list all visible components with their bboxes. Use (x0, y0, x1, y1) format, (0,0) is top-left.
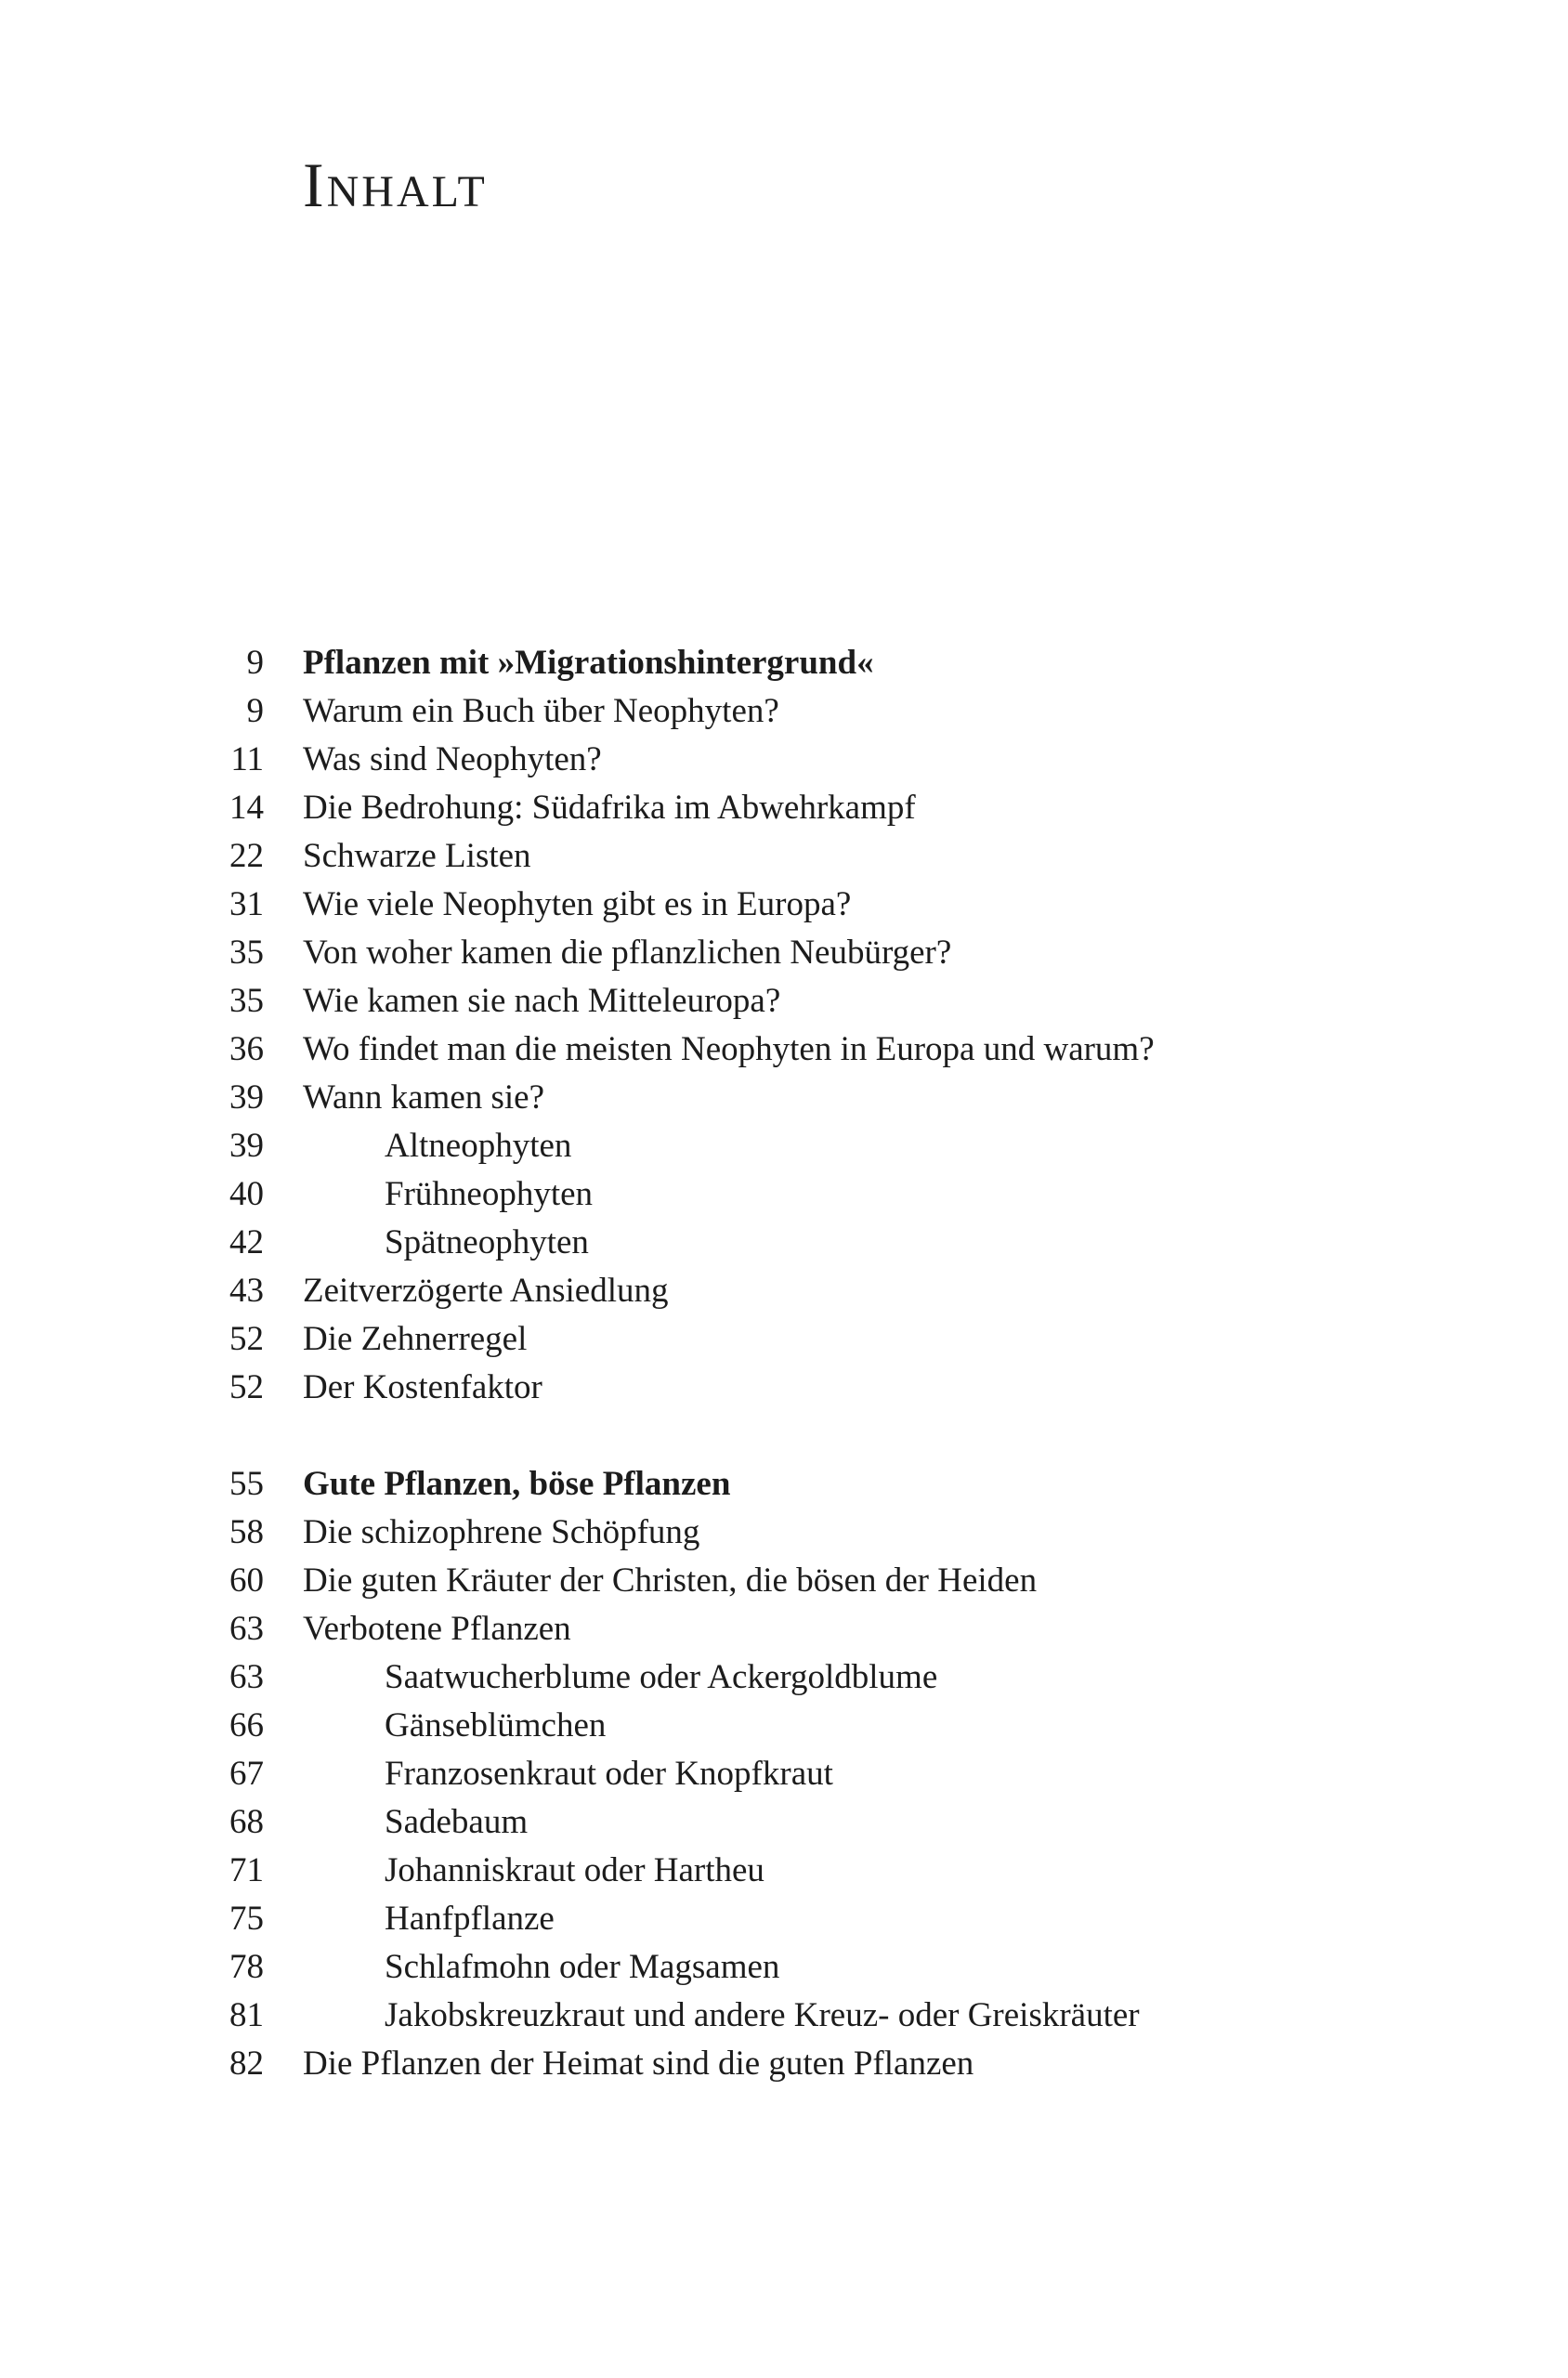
toc-entry (0, 1509, 1568, 1557)
toc-entry-title: Hanfpflanze (385, 1900, 555, 1938)
toc-entry-title: Verbotene Pflanzen (303, 1610, 571, 1648)
toc-entry-title: Gute Pflanzen, böse Pflanzen (303, 1465, 731, 1503)
toc-chapter-heading (0, 639, 1568, 687)
toc-entry-title: Frühneophyten (385, 1175, 594, 1213)
toc-entry-title: Wie viele Neophyten gibt es in Europa? (303, 885, 852, 923)
toc-entry-title: Jakobskreuzkraut und andere Kreuz- oder Greiskräuter (385, 1996, 1140, 2034)
toc-entry (0, 736, 1568, 784)
table-of-contents (0, 639, 1568, 2088)
toc-entry-title: Saatwucherblume oder Ackergoldblume (385, 1658, 938, 1696)
toc-page-number: 68 (229, 1803, 264, 1841)
toc-page-number: 9 (246, 644, 264, 682)
toc-page-number: 75 (229, 1900, 264, 1938)
toc-subentry (0, 1702, 1568, 1750)
toc-entry-title: Die Bedrohung: Südafrika im Abwehrkampf (303, 789, 916, 827)
toc-entry-title: Von woher kamen die pflanzlichen Neubürger? (303, 934, 952, 972)
toc-entry-title: Spätneophyten (385, 1223, 589, 1261)
toc-entry-title: Johanniskraut oder Hartheu (385, 1851, 764, 1889)
toc-page-number: 52 (229, 1368, 264, 1406)
toc-subentry (0, 1992, 1568, 2040)
toc-page-number: 52 (229, 1320, 264, 1358)
toc-entry-title: Schwarze Listen (303, 837, 531, 875)
toc-subentry (0, 1219, 1568, 1267)
toc-entry (0, 1605, 1568, 1653)
toc-entry (0, 1315, 1568, 1364)
toc-page-number: 43 (229, 1272, 264, 1310)
toc-entry (0, 977, 1568, 1026)
toc-entry-title: Gänseblümchen (385, 1706, 607, 1744)
toc-entry-title: Altneophyten (385, 1127, 572, 1165)
toc-entry-title: Schlafmohn oder Magsamen (385, 1948, 780, 1986)
toc-entry (0, 1364, 1568, 1412)
toc-entry (0, 1074, 1568, 1122)
toc-entry-title: Was sind Neophyten? (303, 740, 602, 778)
toc-entry-title: Die schizophrene Schöpfung (303, 1513, 700, 1551)
toc-entry (0, 1557, 1568, 1605)
toc-entry-title: Warum ein Buch über Neophyten? (303, 692, 779, 730)
toc-page-number: 82 (229, 2045, 264, 2083)
toc-page-number: 35 (229, 982, 264, 1020)
toc-entry (0, 832, 1568, 881)
toc-page-number: 14 (229, 789, 264, 827)
toc-entry-title: Wann kamen sie? (303, 1078, 545, 1117)
toc-entry (0, 1267, 1568, 1315)
toc-page-number: 40 (229, 1175, 264, 1213)
toc-page-number: 60 (229, 1561, 264, 1600)
toc-entry-title: Der Kostenfaktor (303, 1368, 542, 1406)
toc-page-number: 31 (229, 885, 264, 923)
toc-page-number: 11 (230, 740, 264, 778)
toc-entry-title: Die guten Kräuter der Christen, die bösen der Heiden (303, 1561, 1038, 1600)
toc-subentry (0, 1895, 1568, 1943)
toc-chapter-heading (0, 1460, 1568, 1509)
toc-page-number: 58 (229, 1513, 264, 1551)
toc-page-number: 39 (229, 1078, 264, 1117)
toc-subentry (0, 1750, 1568, 1798)
toc-subentry (0, 1798, 1568, 1847)
toc-subentry (0, 1653, 1568, 1702)
toc-entry-title: Franzosenkraut oder Knopfkraut (385, 1755, 833, 1793)
toc-page-number: 71 (229, 1851, 264, 1889)
toc-entry (0, 784, 1568, 832)
toc-entry (0, 929, 1568, 977)
toc-entry (0, 881, 1568, 929)
toc-page-number: 63 (229, 1610, 264, 1648)
toc-entry-title: Die Zehnerregel (303, 1320, 528, 1358)
toc-subentry (0, 1943, 1568, 1992)
toc-page-number: 81 (229, 1996, 264, 2034)
toc-entry-title: Zeitverzögerte Ansiedlung (303, 1272, 669, 1310)
toc-subentry (0, 1122, 1568, 1170)
toc-subentry (0, 1170, 1568, 1219)
toc-entry-title: Die Pflanzen der Heimat sind die guten Pflanzen (303, 2045, 974, 2083)
toc-page-number: 39 (229, 1127, 264, 1165)
toc-page-number: 55 (229, 1465, 264, 1503)
toc-page-number: 67 (229, 1755, 264, 1793)
toc-entry-title: Wo findet man die meisten Neophyten in Europa und warum? (303, 1030, 1155, 1068)
toc-subentry (0, 1847, 1568, 1895)
toc-page-number: 78 (229, 1948, 264, 1986)
toc-page-number: 9 (246, 692, 264, 730)
toc-page-number: 36 (229, 1030, 264, 1068)
page-title: Inhalt (303, 150, 488, 220)
toc-entry (0, 1026, 1568, 1074)
toc-page-number: 22 (229, 837, 264, 875)
toc-entry (0, 687, 1568, 736)
toc-entry-title: Sadebaum (385, 1803, 529, 1841)
toc-page-number: 35 (229, 934, 264, 972)
toc-entry-title: Wie kamen sie nach Mitteleuropa? (303, 982, 781, 1020)
toc-entry-title: Pflanzen mit »Migrationshintergrund« (303, 644, 874, 682)
toc-page-number: 63 (229, 1658, 264, 1696)
toc-page-number: 42 (229, 1223, 264, 1261)
toc-entry (0, 2040, 1568, 2088)
toc-page-number: 66 (229, 1706, 264, 1744)
